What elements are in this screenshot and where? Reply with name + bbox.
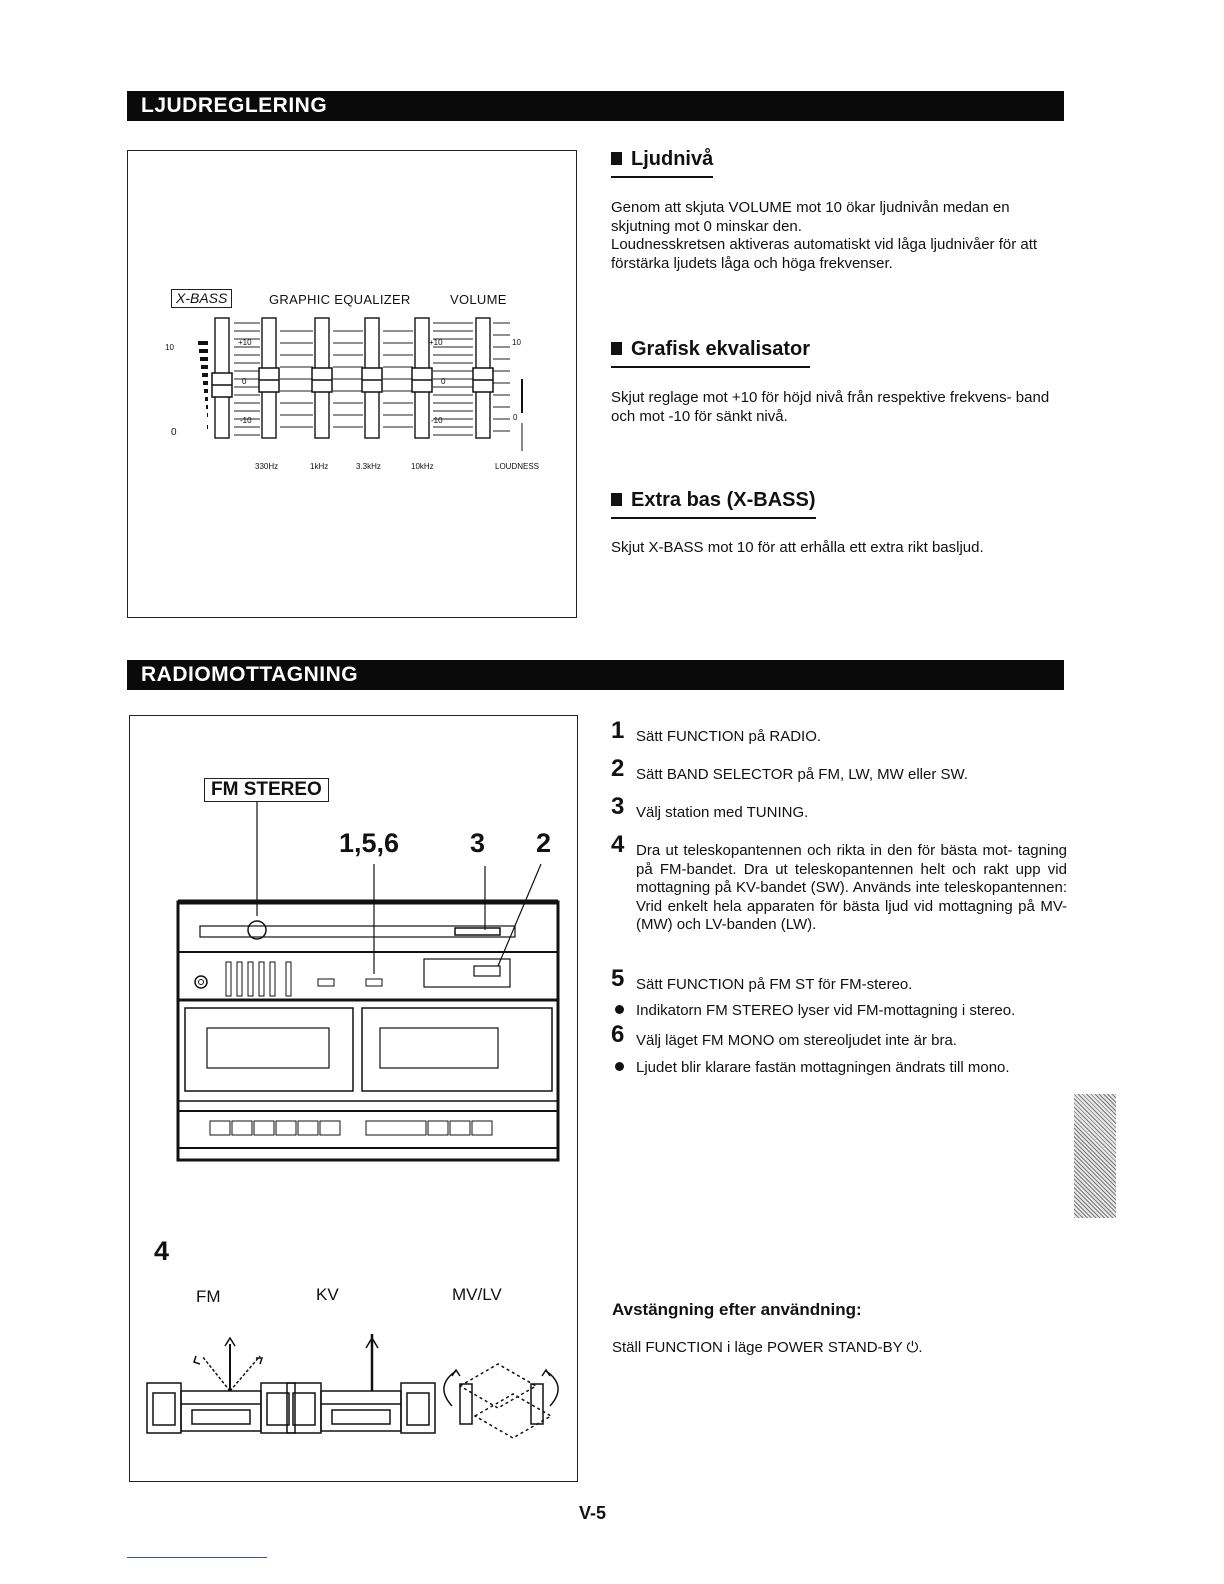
xbass-label: X-BASS bbox=[171, 289, 232, 308]
section-title: LJUDREGLERING bbox=[141, 94, 328, 117]
bullet-dot-icon bbox=[615, 1062, 624, 1071]
label-mvlv: MV/LV bbox=[452, 1285, 502, 1304]
xbass-scale-0: 0 bbox=[171, 427, 177, 438]
step-5: 5 Sätt FUNCTION på FM ST för FM-stereo. bbox=[611, 965, 913, 993]
eq-label: GRAPHIC EQUALIZER bbox=[269, 292, 411, 307]
text-extra-bas: Skjut X-BASS mot 10 för att erhålla ett extra rikt basljud. bbox=[611, 539, 984, 556]
stereo-unit-graphic bbox=[130, 716, 577, 1481]
callout-2: 2 bbox=[536, 828, 552, 858]
slider-panel-graphic bbox=[128, 151, 576, 617]
step-2: 2 Sätt BAND SELECTOR på FM, LW, MW eller SW. bbox=[611, 755, 969, 783]
callout-3: 3 bbox=[470, 828, 486, 858]
volume-scale-0: 0 bbox=[513, 413, 518, 422]
step-1: 1 Sätt FUNCTION på RADIO. bbox=[611, 717, 822, 745]
heading-shutdown: Avstängning efter användning: bbox=[612, 1300, 862, 1319]
page-number: V-5 bbox=[579, 1503, 607, 1523]
fm-stereo-label: FM STEREO bbox=[204, 778, 329, 802]
section-title: RADIOMOTTAGNING bbox=[141, 663, 359, 686]
freq-1khz: 1kHz bbox=[310, 462, 329, 471]
eq-plus-left: +10 bbox=[238, 338, 252, 347]
square-bullet-icon bbox=[611, 152, 622, 165]
square-bullet-icon bbox=[611, 493, 622, 506]
loudness-label: LOUDNESS bbox=[495, 462, 540, 471]
xbass-scale-10: 10 bbox=[165, 343, 174, 352]
bullet-mono: Ljudet blir klarare fastän mottagningen ändrats till mono. bbox=[615, 1059, 1010, 1076]
section-banner-sound bbox=[127, 91, 1064, 121]
eq-zero-left: 0 bbox=[242, 377, 247, 386]
step-3: 3 Välj station med TUNING. bbox=[611, 793, 809, 821]
eq-minus-right: -10 bbox=[431, 416, 443, 425]
radio-diagram bbox=[129, 715, 578, 1482]
text-shutdown: Ställ FUNCTION i läge POWER STAND-BY ⏻. bbox=[612, 1339, 923, 1356]
volume-label: VOLUME bbox=[450, 292, 507, 307]
step-6: 6 Välj läget FM MONO om stereoljudet inte är bra. bbox=[611, 1021, 957, 1049]
volume-scale-10: 10 bbox=[512, 338, 521, 347]
text-ljudniva: Genom att skjuta VOLUME mot 10 ökar ljudnivån medan en skjutning mot 0 minskar den. Loudnesskretsen aktiveras automatiskt vid låga ljudnivåer för att förstärka ljudets låga och höga frekvenser. bbox=[611, 199, 1038, 272]
footer-rule bbox=[127, 1557, 267, 1558]
section-banner-radio bbox=[127, 660, 1064, 690]
freq-10khz: 10kHz bbox=[411, 462, 434, 471]
step-4: 4 Dra ut teleskopantennen och rikta in den för bästa mot- tagning på FM-bandet. Dra ut teleskopantennen helt och rakt upp vid mottagning på KV-bandet (SW). Används inte teleskopantennen: Vrid enkelt hela apparaten för bästa ljud vid mottagning på MV-(MW) och LV-banden (LW). bbox=[611, 831, 1067, 933]
section-edge-tab bbox=[1074, 1094, 1116, 1218]
eq-minus-left: -10 bbox=[240, 416, 252, 425]
eq-plus-right: +10 bbox=[429, 338, 443, 347]
freq-3-3khz: 3.3kHz bbox=[356, 462, 381, 471]
equalizer-diagram bbox=[127, 150, 577, 618]
label-fm: FM bbox=[196, 1287, 221, 1306]
bullet-fm-stereo: Indikatorn FM STEREO lyser vid FM-mottagning i stereo. bbox=[615, 1002, 1015, 1019]
bullet-dot-icon bbox=[615, 1005, 624, 1014]
callout-1-5-6: 1,5,6 bbox=[339, 828, 400, 858]
heading-extra-bas: Extra bas (X-BASS) bbox=[611, 489, 816, 519]
callout-4: 4 bbox=[154, 1236, 170, 1266]
label-kv: KV bbox=[316, 1285, 339, 1304]
text-grafisk-ekvalisator: Skjut reglage mot +10 för höjd nivå från respektive frekvens- band och mot -10 för sänkt nivå. bbox=[611, 389, 1050, 425]
freq-330hz: 330Hz bbox=[255, 462, 279, 471]
heading-grafisk-ekvalisator: Grafisk ekvalisator bbox=[611, 338, 810, 368]
heading-ljudniva: Ljudnivå bbox=[611, 148, 713, 178]
square-bullet-icon bbox=[611, 342, 622, 355]
eq-zero-right: 0 bbox=[441, 377, 446, 386]
